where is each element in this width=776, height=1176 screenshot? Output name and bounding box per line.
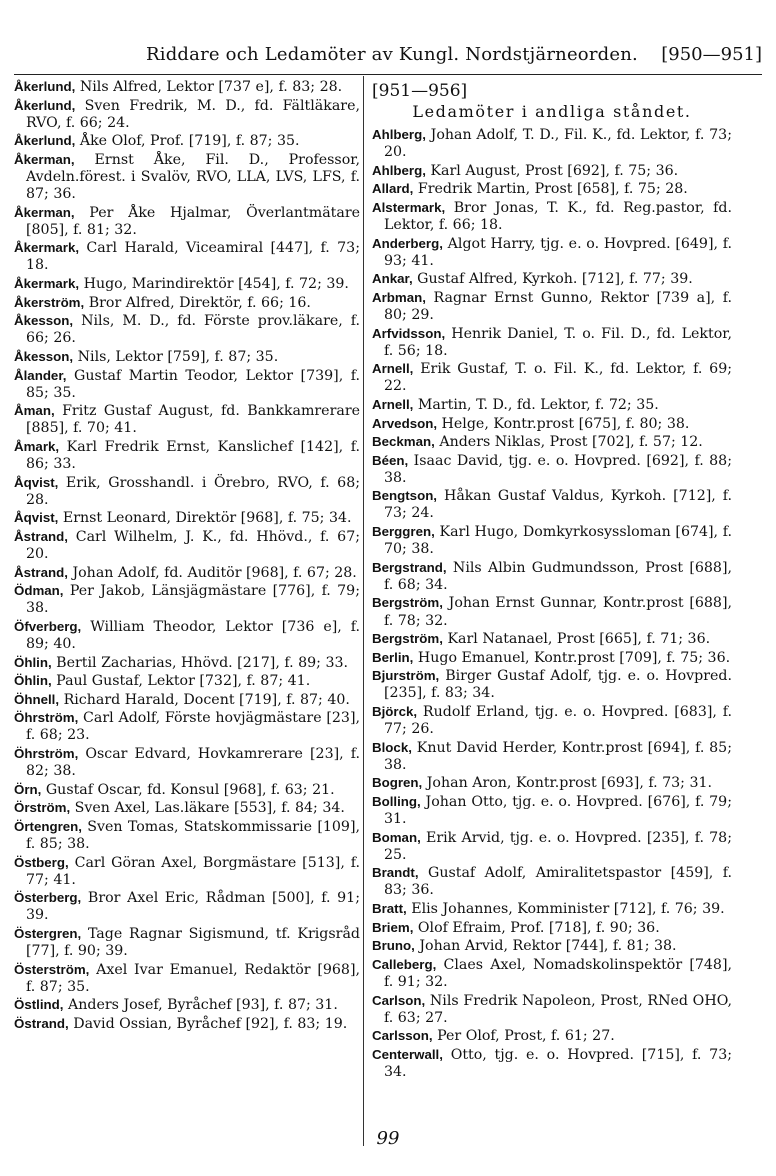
entry-details: Bror Jonas, T. K., fd. Reg.pastor, fd. Lektor, f. 66; 18. [384,199,732,233]
register-entry [14,854,360,889]
register-entry [14,474,360,509]
register-entry [14,438,360,473]
register-entry [14,781,360,799]
register-entry [372,739,732,774]
entry-surname: Bjurström, [372,668,440,684]
entry-surname: Öhlin, [14,673,52,689]
entry-surname: Åstrand, [14,564,68,580]
register-entry [372,703,732,738]
entry-surname: Arbman, [372,289,426,305]
entry-surname: Allard, [372,181,414,197]
register-entry [14,709,360,744]
entry-surname: Bergström, [372,595,443,611]
entry-surname: Centerwall, [372,1046,443,1062]
entry-surname: Beckman, [372,434,435,450]
entry-surname: Ahlberg, [372,162,426,178]
entry-details: Gustaf Alfred, Kyrkoh. [712], f. 77; 39. [412,271,693,288]
entry-surname: Ankar, [372,271,413,287]
entry-details: Claes Axel, Nomadskolinspektör [748], f. 91; 32. [384,956,732,990]
register-entry [372,559,732,594]
entry-details: Knut David Herder, Kontr.prost [694], f. 85; 38. [384,739,732,773]
entry-details: Erik Arvid, tjg. e. o. Hovpred. [235], f. 78; 25. [384,829,732,863]
register-entry [372,270,732,288]
entry-details: Carl Harald, Viceamiral [447], f. 73; 18. [26,240,360,274]
entry-surname: Anderberg, [372,235,443,251]
entry-surname: Åstrand, [14,528,68,544]
entry-surname: Boman, [372,829,421,845]
register-entry [372,900,732,918]
register-entry [14,691,360,709]
register-entry [14,348,360,366]
register-entry [14,745,360,780]
entry-details: Fritz Gustaf August, fd. Bankkamrerare [885], f. 70; 41. [26,403,360,437]
register-entry [372,1046,732,1081]
entry-details: William Theodor, Lektor [736 e], f. 89; 40. [26,618,360,652]
entry-surname: Österberg, [14,890,82,906]
entry-details: Gustaf Martin Teodor, Lektor [739], f. 85; 35. [26,367,360,401]
entry-surname: Ålander, [14,367,67,383]
page-range: [950—951] [661,44,762,65]
register-entry [14,275,360,293]
register-entry [372,774,732,792]
entry-surname: Bolling, [372,793,421,809]
register-entry [372,829,732,864]
entry-details: Elis Johannes, Komminister [712], f. 76; 39. [406,901,725,918]
register-entry [14,528,360,563]
register-entry [14,97,360,132]
entry-details: Carl Göran Axel, Borgmästare [513], f. 77; 41. [26,854,360,888]
register-entry [372,180,732,198]
entry-surname: Bergström, [372,631,443,647]
entry-surname: Åkerman, [14,151,75,167]
entry-details: Johan Aron, Kontr.prost [693], f. 73; 31. [422,775,713,792]
entry-surname: Alstermark, [372,199,446,215]
entry-surname: Ahlberg, [372,127,426,142]
entry-details: Karl Fredrik Ernst, Kanslichef [142], f. 86; 33. [26,438,360,472]
entry-details: Sven Fredrik, M. D., fd. Fältläkare, RVO, f. 66; 24. [26,97,360,131]
register-entry [14,132,360,150]
entry-details: Per Åke Hjalmar, Överlantmätare [805], f. 81; 32. [26,204,360,238]
entry-details: Bror Alfred, Direktör, f. 66; 16. [84,294,311,311]
entry-details: Nils, Lektor [759], f. 87; 35. [73,348,279,365]
entry-surname: Åkesson, [14,348,74,364]
entry-surname: Carlson, [372,992,426,1008]
entry-surname: Bengtson, [372,488,438,504]
register-entry [372,594,732,629]
entry-details: Martin, T. D., fd. Lektor, f. 72; 35. [413,396,659,413]
register-entry [372,415,732,433]
entry-details: Hugo, Marindirektör [454], f. 72; 39. [79,276,349,293]
header-rule [14,74,762,75]
entry-details: Anders Josef, Byråchef [93], f. 87; 31. [63,997,338,1014]
entry-details: Carl Wilhelm, J. K., fd. Hhövd., f. 67; 20. [26,528,360,562]
register-entry [14,799,360,817]
entry-details: Karl August, Prost [692], f. 75; 36. [425,162,679,179]
entry-details: Tage Ragnar Sigismund, tf. Krigsråd [77], f. 90; 39. [26,925,360,959]
entry-surname: Bogren, [372,775,423,791]
entry-surname: Åkerström, [14,294,85,310]
entry-surname: Åkerman, [14,204,75,220]
entry-surname: Béen, [372,452,409,468]
entry-details: Gustaf Adolf, Amiralitetspastor [459], f. 83; 36. [384,865,732,899]
entry-details: Hugo Emanuel, Kontr.prost [709], f. 75; 36. [413,649,731,666]
entry-details: Birger Gustaf Adolf, tjg. e. o. Hovpred. [235], f. 83; 34. [384,668,732,702]
entry-details: Karl Hugo, Domkyrkosyssloman [674], f. 70; 38. [384,524,732,558]
register-entry [14,367,360,402]
entry-surname: Östrand, [14,1015,69,1031]
entry-details: Nils Alfred, Lektor [737 e], f. 83; 28. [75,79,343,95]
register-entry [14,564,360,582]
entry-details: Karl Natanael, Prost [665], f. 71; 36. [442,631,711,648]
entry-details: Johan Adolf, fd. Auditör [968], f. 67; 28. [67,564,357,581]
register-entry [14,961,360,996]
entry-details: Olof Efraim, Prof. [718], f. 90; 36. [413,919,660,936]
register-entry [14,312,360,347]
entry-surname: Bratt, [372,901,407,917]
entry-surname: Åkerlund, [14,97,76,113]
entry-details: Isaac David, tjg. e. o. Hovpred. [692], f. 88; 38. [384,452,732,486]
entry-details: Bertil Zacharias, Hhövd. [217], f. 89; 33. [51,654,349,671]
entry-surname: Åqvist, [14,474,59,490]
register-entry [14,294,360,312]
entry-surname: Åkermark, [14,276,80,292]
entry-surname: Östberg, [14,854,69,870]
entry-surname: Bergstrand, [372,559,447,575]
entry-details: Paul Gustaf, Lektor [732], f. 87; 41. [51,673,311,690]
entry-details: Per Jakob, Länsjägmästare [776], f. 79; 38. [26,583,360,617]
entry-details: Fredrik Martin, Prost [658], f. 75; 28. [413,181,688,198]
entry-details: Johan Arvid, Rektor [744], f. 81; 38. [414,938,677,955]
entry-surname: Arnell, [372,396,414,412]
entry-surname: Åmark, [14,438,60,454]
entry-surname: Örn, [14,781,42,797]
entry-surname: Öhnell, [14,691,60,707]
register-entry [14,1015,360,1033]
register-entry [372,649,732,667]
register-entry [14,151,360,203]
entry-details: Henrik Daniel, T. o. Fil. D., fd. Lektor, f. 56; 18. [384,325,732,359]
register-entry [372,126,732,161]
entry-details: Oscar Edvard, Hovkamrerare [23], f. 82; 38. [26,745,360,780]
entry-details: Nils Albin Gudmundsson, Prost [688], f. 68; 34. [384,559,732,593]
entry-details: Rudolf Erland, tjg. e. o. Hovpred. [683], f. 77; 26. [384,704,732,738]
entry-details: Richard Harald, Docent [719], f. 87; 40. [59,691,350,708]
register-entry [14,618,360,653]
register-entry [14,509,360,527]
register-entry [14,78,360,96]
entry-details: Otto, tjg. e. o. Hovpred. [715], f. 73; 34. [384,1046,732,1080]
entry-surname: Öfverberg, [14,618,82,634]
entry-surname: Ödman, [14,583,64,599]
register-entry [14,204,360,239]
entry-details: Johan Ernst Gunnar, Kontr.prost [688], f. 78; 32. [384,595,732,629]
register-entry [372,919,732,937]
register-entry [372,523,732,558]
entry-surname: Berlin, [372,649,414,665]
column-divider [363,76,364,1146]
register-entry [372,793,732,828]
entry-surname: Öhrström, [14,710,79,726]
register-entry [372,937,732,955]
entry-details: Helge, Kontr.prost [675], f. 80; 38. [437,415,690,432]
entry-surname: Arnell, [372,361,414,377]
register-entry [372,630,732,648]
register-entry [14,402,360,437]
entry-surname: Carlsson, [372,1028,433,1044]
entry-details: Erik Gustaf, T. o. Fil. K., fd. Lektor, f. 69; 22. [384,361,732,395]
register-entry [14,672,360,690]
register-entry [14,582,360,617]
right-entries [372,126,732,1081]
register-entry [372,487,732,522]
register-entry [372,667,732,702]
entry-details: Nils, M. D., fd. Förste prov.läkare, f. 66; 26. [26,313,360,347]
entry-surname: Åman, [14,403,55,419]
register-entry [372,452,732,487]
entry-details: Johan Otto, tjg. e. o. Hovpred. [676], f. 79; 31. [384,793,732,828]
entry-details: Ernst Åke, Fil. D., Professor, Avdeln.förest. i Svalöv, RVO, LLA, LVS, LFS, f. 87; 36. [26,151,360,203]
entry-surname: Bruno, [372,938,415,954]
entry-surname: Brandt, [372,865,419,881]
entry-surname: Block, [372,739,412,755]
entry-surname: Öhlin, [14,654,52,670]
entry-surname: Åkerlund, [14,133,76,149]
register-entry [372,235,732,270]
entry-surname: Åkermark, [14,240,80,256]
register-entry [14,239,360,274]
entry-surname: Örtengren, [14,818,82,834]
entry-details: Erik, Grosshandl. i Örebro, RVO, f. 68; 28. [26,474,360,508]
left-column [14,78,360,1033]
register-entry [372,433,732,451]
entry-details: Håkan Gustaf Valdus, Kyrkoh. [712], f. 73; 24. [384,488,732,522]
register-entry [372,992,732,1027]
register-entry [372,289,732,324]
entry-details: Carl Adolf, Förste hovjägmästare [23], f. 68; 23. [26,710,360,744]
register-entry [372,396,732,414]
entry-details: Nils Fredrik Napoleon, Prost, RNed OHO, f. 63; 27. [384,992,732,1026]
entry-details: Ragnar Ernst Gunno, Rektor [739 a], f. 80; 29. [384,289,732,323]
entry-surname: Åqvist, [14,510,59,526]
entry-details: David Ossian, Byråchef [92], f. 83; 19. [68,1015,348,1032]
entry-surname: Arfvidsson, [372,325,446,341]
entry-details: Ernst Leonard, Direktör [968], f. 75; 34. [58,510,352,527]
entry-surname: Åkerlund, [14,79,76,94]
section-range: [951—956] [372,81,468,101]
entry-details: Algot Harry, tjg. e. o. Hovpred. [649], f. 93; 41. [384,235,732,269]
entry-details: Sven Axel, Las.läkare [553], f. 84; 34. [70,800,345,817]
entry-surname: Briem, [372,919,414,935]
entry-details: Axel Ivar Emanuel, Redaktör [968], f. 87; 35. [26,961,360,995]
page-number: 99 [376,1128,400,1149]
register-entry [372,199,732,234]
entry-details: Gustaf Oscar, fd. Konsul [968], f. 63; 21. [41,781,335,798]
section-title: Ledamöter i andliga ståndet. [412,102,692,121]
register-entry [14,818,360,853]
register-entry [372,325,732,360]
entry-details: Åke Olof, Prof. [719], f. 87; 35. [75,133,300,150]
entry-surname: Österström, [14,961,90,977]
entry-surname: Örström, [14,800,71,816]
register-entry [372,864,732,899]
running-title: Riddare och Ledamöter av Kungl. Nordstjärneorden. [146,44,638,65]
right-column [372,78,732,1081]
register-entry [372,1027,732,1045]
entry-details: Per Olof, Prost, f. 61; 27. [432,1028,615,1045]
entry-surname: Åkesson, [14,313,74,329]
register-entry [372,360,732,395]
entry-surname: Calleberg, [372,956,437,972]
register-entry [372,162,732,180]
entry-surname: Björck, [372,704,418,719]
entry-details: Bror Axel Eric, Rådman [500], f. 91; 39. [26,890,360,924]
register-entry [372,956,732,991]
register-entry [14,925,360,960]
entry-surname: Arvedson, [372,415,438,431]
register-entry [14,996,360,1014]
register-entry [14,654,360,672]
running-header [14,44,762,70]
entry-surname: Östlind, [14,997,64,1013]
entry-surname: Öhrström, [14,745,79,761]
entry-details: Johan Adolf, T. D., Fil. K., fd. Lektor, f. 73; 20. [384,127,732,161]
entry-details: Sven Tomas, Statskommissarie [109], f. 85; 38. [26,818,360,852]
entry-details: Anders Niklas, Prost [702], f. 57; 12. [434,434,703,451]
entry-surname: Berggren, [372,524,435,540]
entry-surname: Östergren, [14,925,82,941]
register-entry [14,889,360,924]
